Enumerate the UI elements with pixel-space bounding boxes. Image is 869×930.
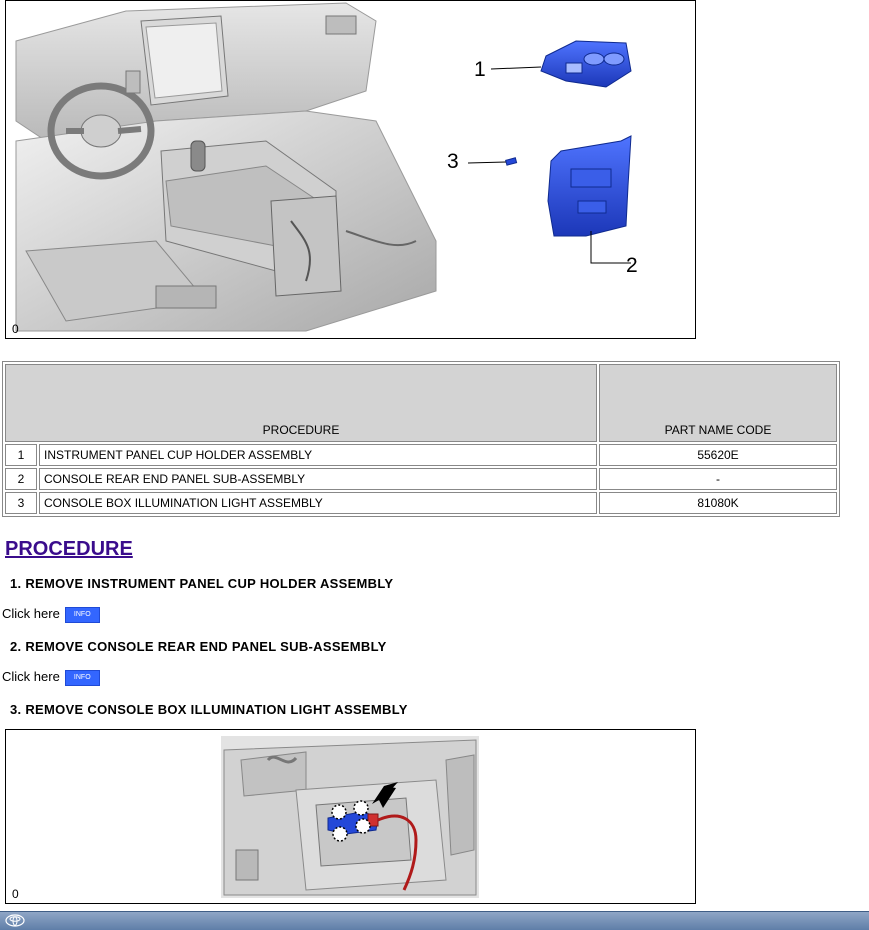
info-button[interactable]: INFO [65, 670, 100, 686]
footer-bar [0, 911, 869, 930]
row-part-code: 55620E [599, 444, 837, 466]
figure-code: 0 [12, 322, 19, 336]
dashboard-console-illustration [6, 1, 695, 338]
callout-3: 3 [447, 150, 459, 173]
row-part-code: - [599, 468, 837, 490]
row-number: 1 [5, 444, 37, 466]
row-part-name: CONSOLE REAR END PANEL SUB-ASSEMBLY [39, 468, 597, 490]
table-header-row [5, 364, 837, 442]
row-number: 2 [5, 468, 37, 490]
click-here-text: Click here [2, 606, 60, 621]
callout-1: 1 [474, 58, 486, 81]
row-part-name: CONSOLE BOX ILLUMINATION LIGHT ASSEMBLY [39, 492, 597, 514]
illumination-light-figure [5, 729, 696, 904]
exploded-view-figure [5, 0, 696, 339]
procedure-heading[interactable]: PROCEDURE [5, 538, 133, 560]
row-number: 3 [5, 492, 37, 514]
callout-2: 2 [626, 254, 638, 277]
header-part-name-code: PART NAME CODE [599, 364, 837, 442]
header-procedure: PROCEDURE [5, 364, 597, 442]
table-row [5, 444, 837, 466]
row-part-code: 81080K [599, 492, 837, 514]
click-here-text: Click here [2, 669, 60, 684]
toyota-logo-icon [4, 914, 26, 927]
step-3-heading: 3. REMOVE CONSOLE BOX ILLUMINATION LIGHT ASSEMBLY [10, 702, 408, 717]
parts-table [2, 361, 840, 517]
table-row [5, 468, 837, 490]
step-2-link-row [2, 669, 100, 686]
table-row [5, 492, 837, 514]
step-1-heading: 1. REMOVE INSTRUMENT PANEL CUP HOLDER ASSEMBLY [10, 576, 394, 591]
row-part-name: INSTRUMENT PANEL CUP HOLDER ASSEMBLY [39, 444, 597, 466]
figure-code: 0 [12, 887, 19, 901]
step-1-link-row [2, 606, 100, 623]
info-button[interactable]: INFO [65, 607, 100, 623]
step-2-heading: 2. REMOVE CONSOLE REAR END PANEL SUB-ASSEMBLY [10, 639, 387, 654]
light-removal-illustration [6, 730, 695, 903]
